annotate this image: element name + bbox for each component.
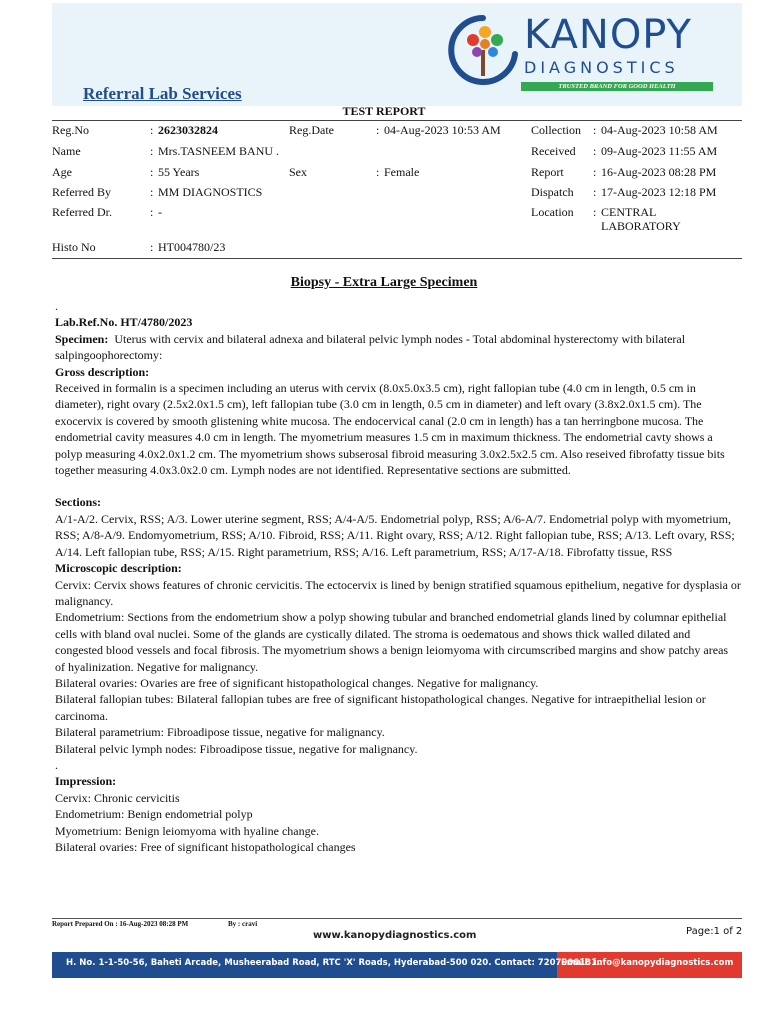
reg-date-label: Reg.Date — [289, 123, 334, 137]
specimen-paragraph — [55, 331, 741, 364]
reg-no-value: 2623032824 — [158, 123, 218, 137]
micro-ovaries: Bilateral ovaries: Ovaries are free of significant histopathological changes. Negative for malignancy. — [55, 675, 539, 690]
lab-ref: Lab.Ref.No. HT/4780/2023 — [55, 315, 193, 330]
report-body — [55, 298, 741, 855]
received-label: Received — [531, 144, 576, 158]
microscopic-heading: Microscopic description: — [55, 561, 182, 576]
footer-divider — [52, 918, 742, 919]
divider — [52, 258, 742, 259]
colon: : — [593, 144, 597, 158]
impression-heading: Impression: — [55, 774, 117, 789]
colon: : — [150, 240, 154, 254]
referred-dr-label: Referred Dr. — [52, 205, 112, 219]
sex-label: Sex — [289, 165, 307, 179]
colon: : — [593, 165, 597, 179]
histo-label: Histo No — [52, 240, 96, 254]
impression-endometrium: Endometrium: Benign endometrial polyp — [55, 807, 253, 822]
colon: : — [376, 123, 380, 137]
colon: : — [150, 123, 154, 137]
collection-value: 04-Aug-2023 10:58 AM — [601, 123, 718, 137]
kanopy-tree-logo — [443, 10, 523, 90]
sex-value: Female — [384, 165, 420, 179]
collection-label: Collection — [531, 123, 581, 137]
report-prepared-on: Report Prepared On : 16-Aug-2023 08:28 PM — [52, 920, 189, 928]
referred-dr-value: - — [158, 205, 162, 219]
tagline: TRUSTED BRAND FOR GOOD HEALTH — [521, 82, 713, 91]
colon: : — [593, 205, 597, 219]
colon: : — [150, 185, 154, 199]
specimen-text: Uterus with cervix and bilateral adnexa and bilateral pelvic lymph nodes - Total abdominal hysterectomy with bilateral salpingoophorectomy: — [55, 331, 686, 363]
impression-cervix: Cervix: Chronic cervicitis — [55, 790, 180, 805]
histo-value: HT004780/23 — [158, 240, 226, 254]
age-value: 55 Years — [158, 165, 200, 179]
colon: : — [150, 165, 154, 179]
sections-text: A/1-A/2. Cervix, RSS; A/3. Lower uterine segment, RSS; A/4-A/5. Endometrial polyp, RSS; A/6-A/7. Endometrial polyp with myometrium, RSS; A/8-A/9. Endomyometrium, RSS; A/10. Fibroid, RSS; A/11. Right ovary, RSS; A/12. Right fallopian tube, RSS; A/13. Left ovary, RSS; A/14. Left fallopian tube, RSS; A/15. Right parametrium, RSS; A/16. Left parametrium, RSS; A/17-A/18. Fibrofatty tissue, RSS — [55, 511, 735, 559]
received-value: 09-Aug-2023 11:55 AM — [601, 144, 718, 158]
reg-no-label: Reg.No — [52, 123, 89, 137]
dispatch-label: Dispatch — [531, 185, 574, 199]
location-value-line1: CENTRAL — [601, 205, 657, 219]
micro-parametrium: Bilateral parametrium: Fibroadipose tissue, negative for malignancy. — [55, 725, 385, 740]
impression-ovaries: Bilateral ovaries: Free of significant histopathological changes — [55, 840, 356, 854]
website-link[interactable]: www.kanopydiagnostics.com — [313, 930, 477, 941]
email-link[interactable]: Email: info@kanopydiagnostics.com — [561, 958, 734, 968]
micro-cervix: Cervix: Cervix shows features of chronic cervicitis. The ectocervix is lined by benign stratified squamous epithelium, negative for dysplasia or malignancy. — [55, 577, 741, 608]
gross-heading: Gross description: — [55, 364, 150, 379]
referred-by-value: MM DIAGNOSTICS — [158, 185, 263, 199]
reg-date-value: 04-Aug-2023 10:53 AM — [384, 123, 501, 137]
referral-title: Referral Lab Services — [83, 84, 242, 103]
test-report-title: TEST REPORT — [342, 104, 426, 118]
page-number: Page:1 of 2 — [686, 926, 743, 937]
colon: : — [376, 165, 380, 179]
brand-wordmark — [524, 14, 692, 77]
separator-dot: . — [55, 757, 58, 772]
name-value: Mrs.TASNEEM BANU . — [158, 144, 280, 158]
colon: : — [593, 185, 597, 199]
report-title: Biopsy - Extra Large Specimen — [290, 275, 478, 290]
brand-name: KANOPY — [524, 12, 692, 58]
age-label: Age — [52, 165, 72, 179]
impression-myometrium: Myometrium: Benign leiomyoma with hyaline change. — [55, 823, 319, 838]
sections-heading: Sections: — [55, 495, 101, 510]
colon: : — [150, 205, 154, 219]
micro-endometrium: Endometrium: Sections from the endometrium show a polyp showing tubular and branched endometrial glands lined by columnar epithelial cells with bland oval nuclei. Some of the glands are cystically dilated. The stroma is oedematous and shows thick walled dilated and congested blood vessels and focal fibrosis. The myometrium shows a benign leiomyoma with circumscribed margins and show patchy areas of hyalinization. Negative for malignancy. — [55, 610, 729, 674]
micro-lymph-nodes: Bilateral pelvic lymph nodes: Fibroadipose tissue, negative for malignancy. — [55, 741, 418, 756]
separator-dot: . — [55, 299, 58, 313]
dispatch-value: 17-Aug-2023 12:18 PM — [601, 185, 717, 199]
prepared-by: By : cravi — [228, 920, 258, 928]
colon: : — [593, 123, 597, 137]
referred-by-label: Referred By — [52, 185, 111, 199]
name-label: Name — [52, 144, 81, 158]
brand-sub: DIAGNOSTICS — [524, 58, 679, 77]
location-value-line2: LABORATORY — [601, 219, 681, 233]
address-text: H. No. 1-1-50-56, Baheti Arcade, Musheerabad Road, RTC 'X' Roads, Hyderabad-500 020. Contact: 7207906181. — [66, 958, 601, 968]
location-label: Location — [531, 205, 574, 219]
colon: : — [150, 144, 154, 158]
gross-text: Received in formalin is a specimen including an uterus with cervix (8.0x5.0x3.5 cm), right fallopian tube (4.0 cm in length, 0.5 cm in diameter), right ovary (2.5x2.0x1.5 cm), left fallopian tube (3.0 cm in length, 0.5 cm in diameter) and left ovary (3.8x2.0x1.5 cm). The exocervix is covered by smooth glistening white mucosa. The endocervical canal (2.0 cm in length) has a tan herringbone mucosa. The endometrial cavity measures 4.0 cm in length. The myometrium measures 1.5 cm in maximum thickness. The endometrial cavty shows a polyp measuring 4.0x2.0x1.2 cm. The myometrium shows subserosal fibroid measuring 3.0x2.5x2.5 cm. Also reseived fibrofatty tissue bits together measuring 4.0x3.0x2.0 cm. Lymph nodes are not identified. Representative sections are submitted. — [55, 381, 725, 478]
specimen-label: Specimen: — [55, 331, 109, 346]
report-value: 16-Aug-2023 08:28 PM — [601, 165, 717, 179]
report-label: Report — [531, 165, 564, 179]
micro-fallopian-tubes: Bilateral fallopian tubes: Bilateral fallopian tubes are free of significant histopathological changes. Negative for intraepithelial lesion or carcinoma. — [55, 692, 706, 723]
divider — [52, 120, 742, 121]
